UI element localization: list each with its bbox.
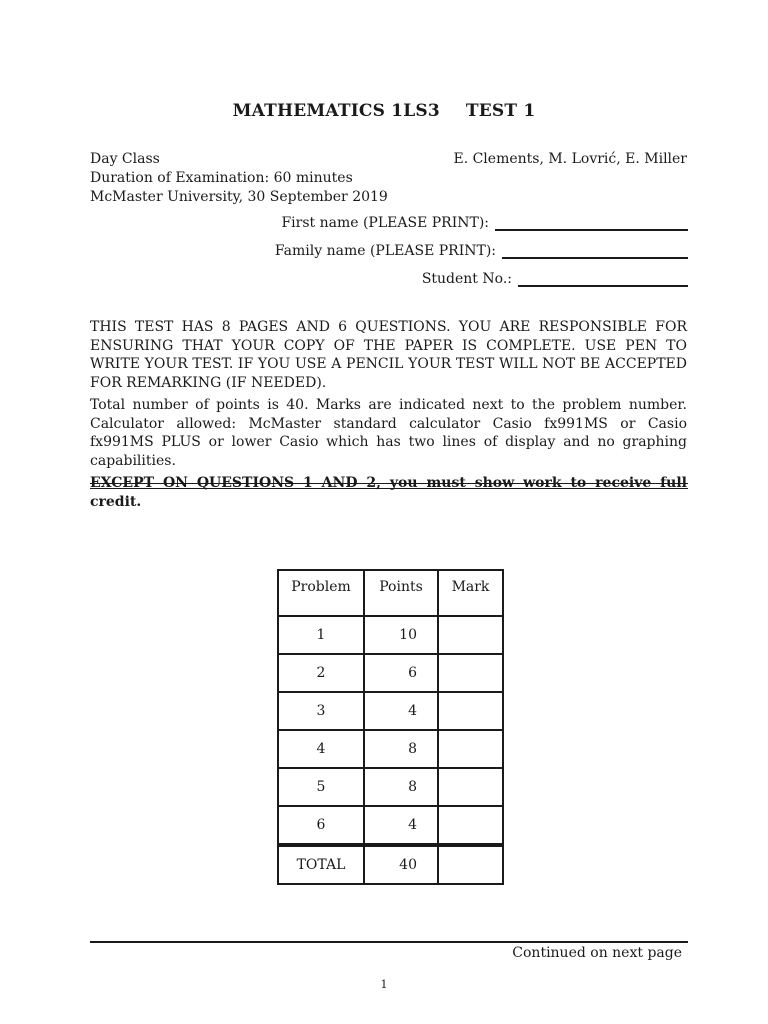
- problem-cell: 4: [278, 730, 364, 768]
- header-points: Points: [364, 570, 438, 616]
- instructions-points-calculator: Total number of points is 40. Marks are indicated next to the problem number. Calculator allowed: McMaster standard calculator Casio fx991MS or Casio fx991MS PLUS or lower Casio which has two lines of display and no graphing capabilities.: [90, 397, 687, 469]
- course-title: MATHEMATICS 1LS3: [232, 101, 440, 121]
- mark-cell[interactable]: [438, 806, 503, 845]
- student-no-input-line[interactable]: [518, 273, 688, 287]
- problem-cell: 2: [278, 654, 364, 692]
- table-row: [278, 806, 503, 845]
- page-number: 1: [380, 978, 388, 991]
- family-name-field: [275, 243, 688, 259]
- student-no-field: [422, 271, 688, 287]
- problem-cell: 3: [278, 692, 364, 730]
- total-points-cell: 40: [364, 845, 438, 884]
- mark-cell[interactable]: [438, 768, 503, 806]
- table-row: [278, 730, 503, 768]
- points-cell: 4: [364, 806, 438, 845]
- mark-cell[interactable]: [438, 616, 503, 654]
- header-problem: Problem: [278, 570, 364, 616]
- class-label: Day Class: [90, 151, 160, 167]
- family-name-input-line[interactable]: [502, 245, 688, 259]
- instructions-bold-note: EXCEPT ON QUESTIONS 1 AND 2, you must show work to receive full credit.: [90, 475, 687, 510]
- duration-label: Duration of Examination: 60 minutes: [90, 170, 353, 186]
- continued-note: Continued on next page: [512, 945, 682, 961]
- test-title: TEST 1: [465, 101, 536, 121]
- points-cell: 8: [364, 730, 438, 768]
- family-name-label: Family name (PLEASE PRINT):: [274, 243, 496, 259]
- header-mark: Mark: [438, 570, 503, 616]
- university-date-label: McMaster University, 30 September 2019: [90, 189, 388, 205]
- first-name-input-line[interactable]: [495, 217, 688, 231]
- footer-divider: [90, 941, 688, 943]
- page-title: [0, 101, 768, 121]
- table-row: [278, 616, 503, 654]
- mark-cell[interactable]: [438, 654, 503, 692]
- marks-table: [277, 569, 504, 885]
- points-cell: 4: [364, 692, 438, 730]
- points-cell: 8: [364, 768, 438, 806]
- double-divider: [90, 483, 688, 489]
- table-header-row: [278, 570, 503, 616]
- table-row: [278, 768, 503, 806]
- instructions-uppercase: THIS TEST HAS 8 PAGES AND 6 QUESTIONS. YOU ARE RESPONSIBLE FOR ENSURING THAT YOUR COPY OF THE PAPER IS COMPLETE. USE PEN TO WRITE YOUR TEST. IF YOU USE A PENCIL YOUR TEST WILL NOT BE ACCEPTED FOR REMARKING (IF NEEDED).: [90, 319, 687, 391]
- total-mark-cell[interactable]: [438, 845, 503, 884]
- points-cell: 10: [364, 616, 438, 654]
- first-name-field: [281, 215, 688, 231]
- exam-info: [90, 150, 388, 207]
- student-no-label: Student No.:: [421, 271, 512, 287]
- instructors: E. Clements, M. Lovrić, E. Miller: [453, 151, 687, 167]
- table-row: [278, 654, 503, 692]
- total-label-cell: TOTAL: [278, 845, 364, 884]
- first-name-label: First name (PLEASE PRINT):: [281, 215, 489, 231]
- table-row: [278, 692, 503, 730]
- mark-cell[interactable]: [438, 730, 503, 768]
- problem-cell: 1: [278, 616, 364, 654]
- problem-cell: 6: [278, 806, 364, 845]
- problem-cell: 5: [278, 768, 364, 806]
- total-row: [278, 845, 503, 884]
- mark-cell[interactable]: [438, 692, 503, 730]
- points-cell: 6: [364, 654, 438, 692]
